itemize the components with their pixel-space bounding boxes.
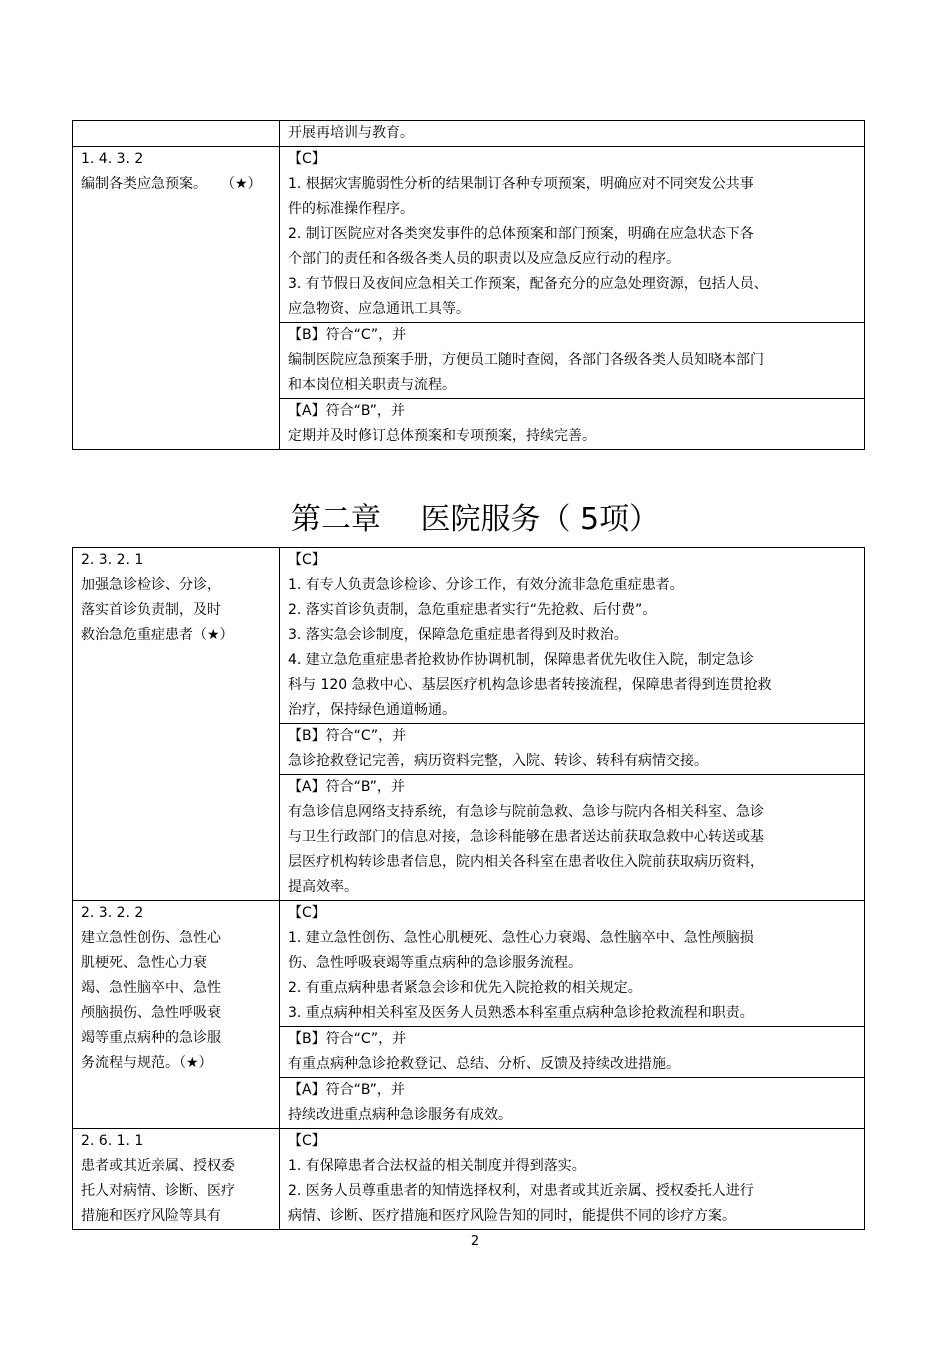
standard-number: 2. 6. 1. 1 bbox=[81, 1133, 144, 1149]
grade-c-cell bbox=[280, 901, 865, 1027]
criteria-line: 有急诊信息网络支持系统，有急诊与院前急救、急诊与院内各相关科室、急诊 bbox=[288, 804, 764, 820]
table-row bbox=[73, 548, 865, 724]
standard-number: 2. 3. 2. 1 bbox=[81, 552, 144, 568]
criteria-line: 开展再培训与教育。 bbox=[288, 125, 414, 141]
grade-b-cell bbox=[280, 1027, 865, 1078]
criteria-line: 4. 建立急危重症患者抢救协作协调机制，保障患者优先收住入院，制定急诊 bbox=[288, 652, 754, 668]
standard-title: 建立急性创伤、急性心 bbox=[81, 930, 221, 946]
grade-c-cell bbox=[280, 548, 865, 724]
standard-title: 救治急危重症患者（★） bbox=[81, 627, 234, 643]
standard-title: 编制各类应急预案。 （★） bbox=[81, 176, 262, 192]
criteria-line: 层医疗机构转诊患者信息，院内相关各科室在患者收住入院前获取病历资料， bbox=[288, 854, 764, 870]
criteria-line: 急诊抢救登记完善，病历资料完整，入院、转诊、转科有病情交接。 bbox=[288, 753, 708, 769]
standard-title: 颅脑损伤、急性呼吸衰 bbox=[81, 1005, 221, 1021]
criteria-line: 2. 制订医院应对各类突发事件的总体预案和部门预案，明确在应急状态下各 bbox=[288, 226, 754, 242]
criteria-line: 1. 有专人负责急诊检诊、分诊工作，有效分流非急危重症患者。 bbox=[288, 577, 684, 593]
criteria-line: 1. 根据灾害脆弱性分析的结果制订各种专项预案，明确应对不同突发公共事 bbox=[288, 176, 754, 192]
criteria-line: 个部门的责任和各级各类人员的职责以及应急反应行动的程序。 bbox=[288, 251, 680, 267]
grade-b-cell bbox=[280, 323, 865, 399]
criteria-line: 【B】符合“C”，并 bbox=[288, 728, 407, 744]
criteria-line: 1. 有保障患者合法权益的相关制度并得到落实。 bbox=[288, 1158, 586, 1174]
criteria-line: 【C】 bbox=[288, 151, 326, 167]
criteria-line: 与卫生行政部门的信息对接，急诊科能够在患者送达前获取急救中心转送或基 bbox=[288, 829, 764, 845]
standard-title: 托人对病情、诊断、医疗 bbox=[81, 1183, 235, 1199]
criteria-line: 【B】符合“C”，并 bbox=[288, 327, 407, 343]
criteria-line: 【A】符合“B”，并 bbox=[288, 1082, 405, 1098]
criteria-line: 2. 医务人员尊重患者的知情选择权利，对患者或其近亲属、授权委托人进行 bbox=[288, 1183, 754, 1199]
standard-title: 竭、急性脑卒中、急性 bbox=[81, 980, 221, 996]
criteria-cell bbox=[280, 121, 865, 147]
grade-c-cell bbox=[280, 1129, 865, 1230]
standard-title: 竭等重点病种的急诊服 bbox=[81, 1030, 221, 1046]
criteria-line: 提高效率。 bbox=[288, 879, 358, 895]
chapter-title: 第二章 医院服务（ 5项） bbox=[290, 502, 660, 537]
criteria-line: 【C】 bbox=[288, 552, 326, 568]
standard-title: 患者或其近亲属、授权委 bbox=[81, 1158, 235, 1174]
standard-title: 肌梗死、急性心力衰 bbox=[81, 955, 207, 971]
standard-title: 加强急诊检诊、分诊， bbox=[81, 577, 221, 593]
table-row bbox=[73, 147, 865, 323]
grade-a-cell bbox=[280, 1078, 865, 1129]
criteria-line: 有重点病种急诊抢救登记、总结、分析、反馈及持续改进措施。 bbox=[288, 1056, 680, 1072]
standard-id-cell bbox=[73, 901, 280, 1129]
criteria-line: 定期并及时修订总体预案和专项预案，持续完善。 bbox=[288, 428, 596, 444]
criteria-line: 科与 120 急救中心、基层医疗机构急诊患者转接流程，保障患者得到连贯抢救 bbox=[288, 677, 772, 693]
table-row bbox=[73, 1129, 865, 1230]
criteria-line: 治疗，保持绿色通道畅通。 bbox=[288, 702, 456, 718]
criteria-line: 伤、急性呼吸衰竭等重点病种的急诊服务流程。 bbox=[288, 955, 582, 971]
grade-a-cell bbox=[280, 399, 865, 450]
page-number: 2 bbox=[470, 1234, 480, 1249]
criteria-line: 病情、诊断、医疗措施和医疗风险告知的同时，能提供不同的诊疗方案。 bbox=[288, 1208, 736, 1224]
criteria-line: 3. 重点病种相关科室及医务人员熟悉本科室重点病种急诊抢救流程和职责。 bbox=[288, 1005, 754, 1021]
standard-id-cell bbox=[73, 147, 280, 450]
criteria-line: 件的标准操作程序。 bbox=[288, 201, 414, 217]
table-row bbox=[73, 901, 865, 1027]
criteria-line: 2. 落实首诊负责制，急危重症患者实行“先抢救、后付费”。 bbox=[288, 602, 657, 618]
standard-number: 2. 3. 2. 2 bbox=[81, 905, 144, 921]
criteria-line: 2. 有重点病种患者紧急会诊和优先入院抢救的相关规定。 bbox=[288, 980, 642, 996]
grade-b-cell bbox=[280, 724, 865, 775]
standards-table-2 bbox=[72, 547, 865, 1230]
criteria-line: 和本岗位相关职责与流程。 bbox=[288, 377, 456, 393]
grade-a-cell bbox=[280, 775, 865, 901]
criteria-line: 编制医院应急预案手册，方便员工随时查阅，各部门各级各类人员知晓本部门 bbox=[288, 352, 764, 368]
criteria-line: 【C】 bbox=[288, 1133, 326, 1149]
standard-number: 1. 4. 3. 2 bbox=[81, 151, 144, 167]
standards-table-1 bbox=[72, 120, 865, 450]
standard-id-cell bbox=[73, 548, 280, 901]
criteria-line: 持续改进重点病种急诊服务有成效。 bbox=[288, 1107, 512, 1123]
criteria-line: 3. 有节假日及夜间应急相关工作预案，配备充分的应急处理资源，包括人员、 bbox=[288, 276, 768, 292]
standard-id-cell bbox=[73, 121, 280, 147]
criteria-line: 【B】符合“C”，并 bbox=[288, 1031, 407, 1047]
criteria-line: 【A】符合“B”，并 bbox=[288, 403, 405, 419]
table-row bbox=[73, 121, 865, 147]
criteria-line: 【C】 bbox=[288, 905, 326, 921]
criteria-line: 1. 建立急性创伤、急性心肌梗死、急性心力衰竭、急性脑卒中、急性颅脑损 bbox=[288, 930, 754, 946]
grade-c-cell bbox=[280, 147, 865, 323]
standard-title: 务流程与规范。（★） bbox=[81, 1055, 213, 1071]
criteria-line: 3. 落实急会诊制度，保障急危重症患者得到及时救治。 bbox=[288, 627, 628, 643]
criteria-line: 应急物资、应急通讯工具等。 bbox=[288, 301, 470, 317]
standard-title: 落实首诊负责制，及时 bbox=[81, 602, 221, 618]
criteria-line: 【A】符合“B”，并 bbox=[288, 779, 405, 795]
standard-id-cell bbox=[73, 1129, 280, 1230]
standard-title: 措施和医疗风险等具有 bbox=[81, 1208, 221, 1224]
